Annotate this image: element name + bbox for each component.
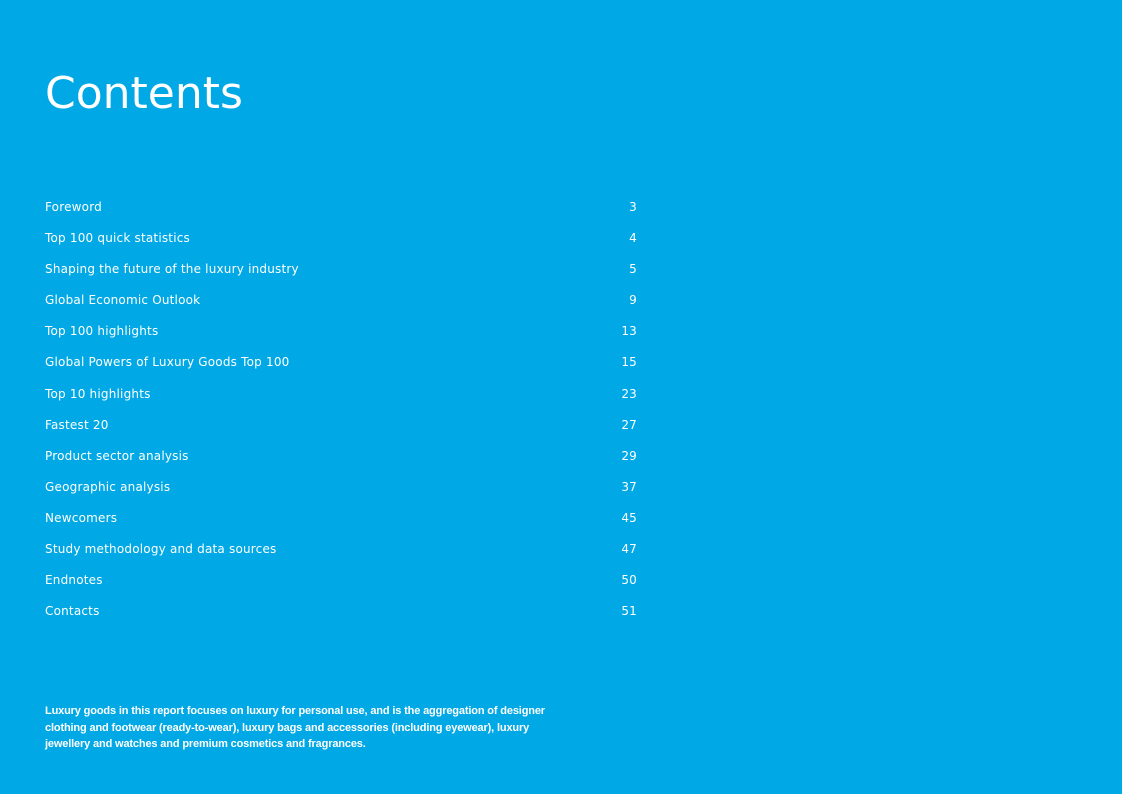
- toc-entry-page-number: 15: [621, 355, 637, 370]
- toc-entry-page-number: 13: [621, 324, 637, 339]
- table-of-contents: [45, 199, 641, 634]
- toc-entry-label: Geographic analysis: [45, 479, 171, 494]
- toc-entry-page-number: 45: [621, 510, 637, 525]
- toc-entry-page-number: 27: [621, 417, 637, 432]
- toc-entry-product-sector-analysis[interactable]: [45, 448, 641, 479]
- toc-entry-label: Endnotes: [45, 573, 103, 588]
- toc-entry-page-number: 4: [629, 231, 637, 246]
- report-scope-note-line-2: clothing and footwear (ready-to-wear), luxury bags and accessories (including eyewear), luxury: [45, 721, 530, 734]
- toc-entry-label: Foreword: [45, 200, 102, 214]
- toc-entry-top-10-highlights[interactable]: [45, 386, 641, 417]
- toc-entry-geographic-analysis[interactable]: [45, 479, 641, 510]
- toc-entry-label: Global Powers of Luxury Goods Top 100: [45, 355, 290, 370]
- toc-entry-newcomers[interactable]: [45, 510, 641, 541]
- toc-entry-fastest-20[interactable]: [45, 417, 641, 448]
- toc-entry-page-number: 47: [621, 542, 637, 557]
- toc-entry-page-number: 23: [621, 386, 637, 401]
- toc-entry-label: Contacts: [45, 604, 100, 619]
- toc-entry-label: Top 10 highlights: [45, 386, 151, 401]
- toc-entry-page-number: 50: [621, 573, 637, 588]
- toc-entry-label: Top 100 quick statistics: [45, 231, 190, 246]
- toc-entry-top-100-quick-statistics[interactable]: [45, 230, 641, 261]
- toc-entry-global-economic-outlook[interactable]: [45, 292, 641, 323]
- toc-entry-label: Shaping the future of the luxury industry: [45, 262, 299, 277]
- toc-entry-study-methodology[interactable]: [45, 541, 641, 572]
- toc-entry-global-powers-top-100[interactable]: [45, 354, 641, 385]
- toc-entry-label: Fastest 20: [45, 417, 109, 432]
- toc-entry-page-number: 9: [629, 293, 637, 308]
- toc-entry-foreword[interactable]: [45, 199, 641, 230]
- toc-entry-endnotes[interactable]: [45, 572, 641, 603]
- toc-entry-contacts[interactable]: [45, 603, 641, 634]
- toc-entry-label: Study methodology and data sources: [45, 542, 277, 557]
- page-title: Contents: [45, 68, 243, 119]
- toc-entry-page-number: 51: [621, 604, 637, 619]
- toc-entry-page-number: 29: [621, 448, 637, 463]
- report-scope-note-line-3: jewellery and watches and premium cosmetics and fragrances.: [45, 738, 366, 750]
- toc-entry-label: Global Economic Outlook: [45, 293, 201, 308]
- toc-entry-label: Newcomers: [45, 510, 118, 525]
- report-scope-note-line-1: Luxury goods in this report focuses on luxury for personal use, and is the aggregation of designer: [45, 705, 545, 717]
- toc-entry-page-number: 37: [621, 479, 637, 494]
- toc-entry-page-number: 3: [629, 200, 637, 214]
- toc-entry-label: Top 100 highlights: [45, 324, 159, 339]
- report-scope-note: [45, 703, 625, 753]
- toc-entry-top-100-highlights[interactable]: [45, 323, 641, 354]
- toc-entry-page-number: 5: [629, 262, 637, 277]
- toc-entry-shaping-the-future[interactable]: [45, 261, 641, 292]
- toc-entry-label: Product sector analysis: [45, 448, 189, 463]
